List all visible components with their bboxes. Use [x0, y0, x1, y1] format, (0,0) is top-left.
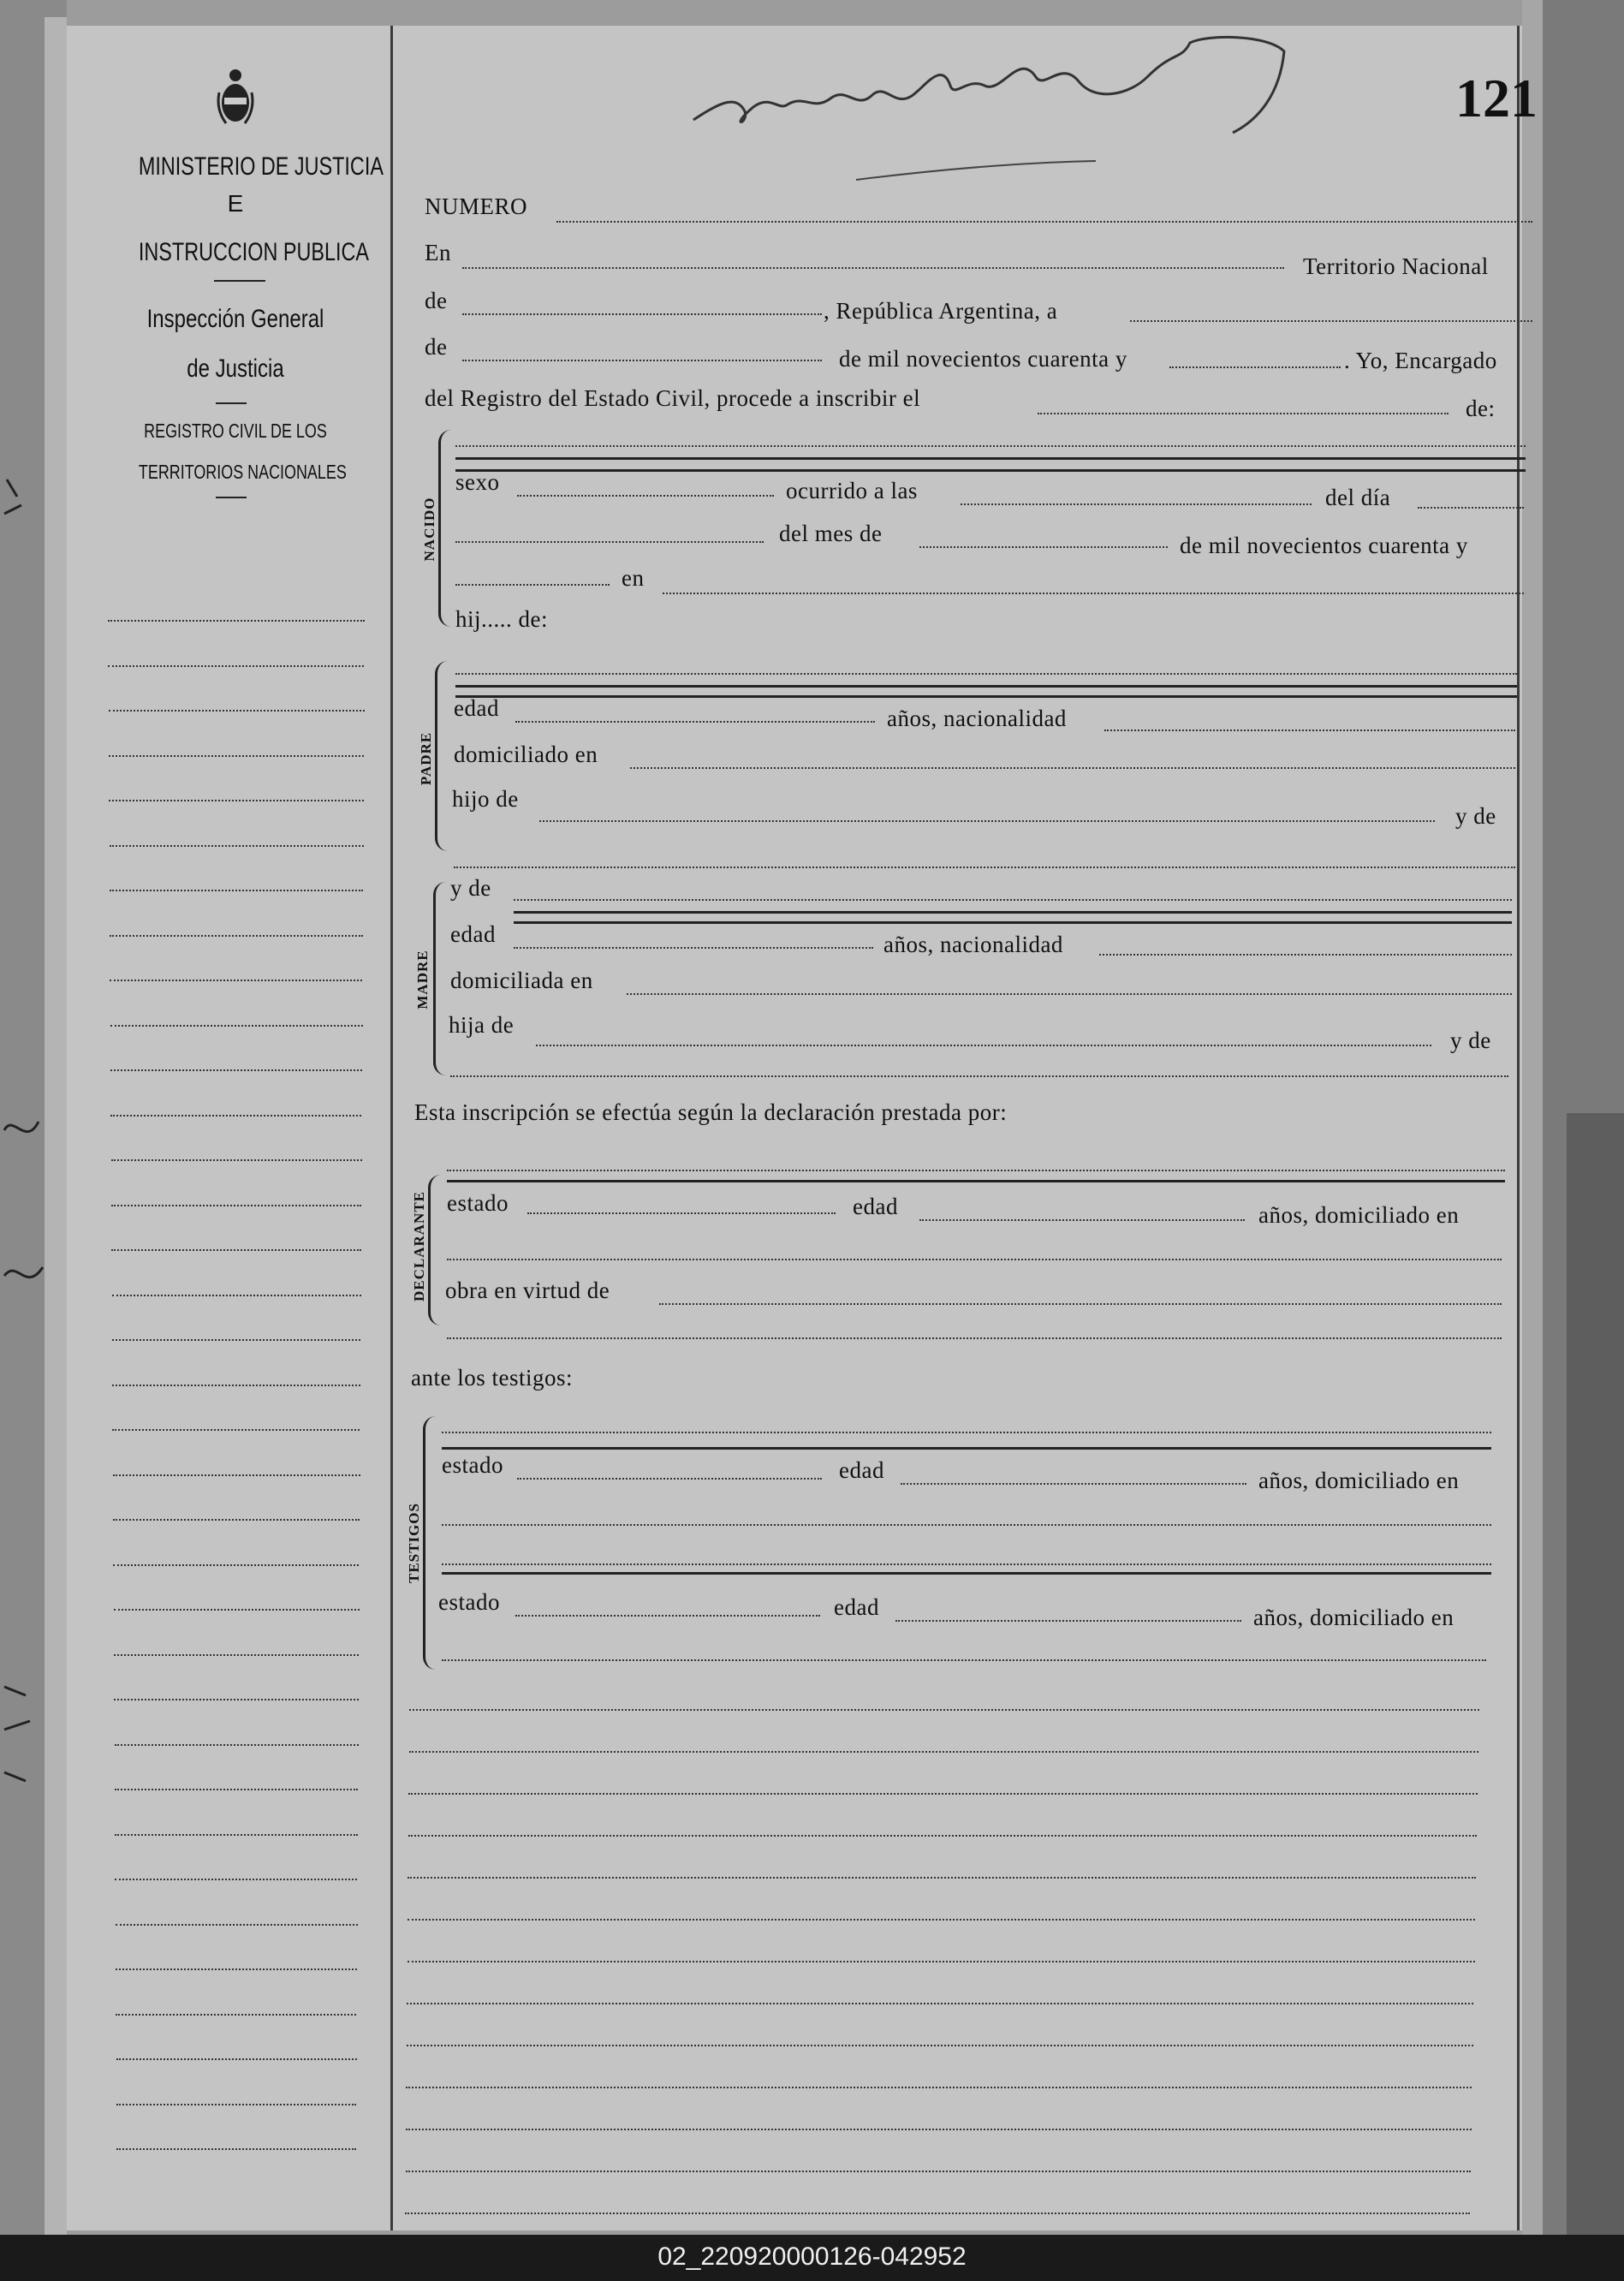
padre-nacionalidad-field[interactable]	[1104, 730, 1515, 731]
testigo1-name-field[interactable]	[442, 1432, 1491, 1433]
en-label: En	[425, 240, 451, 265]
madre-section-label: MADRE	[414, 950, 431, 1009]
republica-label: , República Argentina, a	[824, 298, 1058, 324]
margin-line[interactable]	[110, 845, 364, 847]
header-divider-3	[216, 497, 247, 498]
obra-label: obra en virtud de	[445, 1277, 610, 1303]
testigo2-domicilio-label: años, domiciliado en	[1253, 1605, 1454, 1630]
ministry-conjunction: E	[227, 190, 244, 217]
margin-line[interactable]	[115, 1879, 357, 1880]
padre-section-label: PADRE	[418, 731, 434, 786]
nacido-section-label: NACIDO	[421, 497, 437, 562]
testigo1-estado-field[interactable]	[517, 1478, 822, 1480]
fecha-field[interactable]	[1130, 320, 1532, 322]
notes-line[interactable]	[408, 1793, 1478, 1795]
book-cover-edge	[1567, 1113, 1624, 2235]
notes-line[interactable]	[406, 2129, 1472, 2130]
padre-madre-field[interactable]	[454, 867, 1515, 868]
inscripcion-label: Esta inscripción se efectúa según la declaración prestada por:	[414, 1099, 1008, 1125]
margin-line[interactable]	[116, 2014, 356, 2016]
dia-field[interactable]	[1418, 507, 1524, 509]
notes-line[interactable]	[406, 2171, 1471, 2172]
madre-edad-field[interactable]	[514, 947, 873, 949]
margin-line[interactable]	[114, 1699, 359, 1700]
de-label-2: de	[425, 334, 448, 360]
margin-line[interactable]	[114, 1654, 359, 1656]
notes-line[interactable]	[408, 1835, 1477, 1837]
en-field[interactable]	[462, 267, 1284, 269]
registry-title: REGISTRO CIVIL DE LOS	[144, 420, 327, 442]
nacido-name-field[interactable]	[455, 445, 1526, 447]
madre-name-field[interactable]	[514, 899, 1512, 901]
margin-line[interactable]	[111, 1249, 361, 1251]
margin-line[interactable]	[113, 1519, 360, 1521]
declarante-edad-label: edad	[853, 1194, 898, 1219]
madre-nacionalidad-field[interactable]	[1099, 954, 1512, 956]
en-label-2: en	[622, 565, 645, 591]
registro-label: del Registro del Estado Civil, procede a inscribir el	[425, 385, 921, 411]
testigo1-edad-field[interactable]	[901, 1483, 1246, 1485]
notes-line[interactable]	[406, 2087, 1472, 2088]
notes-line[interactable]	[409, 1751, 1478, 1753]
margin-line[interactable]	[113, 1474, 360, 1476]
handwritten-signature-scribble	[668, 26, 1301, 197]
de-field-1[interactable]	[462, 313, 822, 315]
anio-field[interactable]	[1169, 366, 1341, 368]
testigo1-domicilio-label: años, domiciliado en	[1258, 1468, 1460, 1493]
madre-nacionalidad-label: años, nacionalidad	[883, 932, 1063, 957]
del-mes-label: del mes de	[779, 521, 883, 546]
madre-y-de-label-2: y de	[1450, 1027, 1491, 1053]
madre-rule-2	[514, 921, 1512, 924]
nacido-rule-1	[455, 457, 1526, 460]
page-stack-edge	[1522, 0, 1543, 2235]
margin-line[interactable]	[110, 1115, 361, 1117]
madre-domicilio-label: domiciliada en	[450, 968, 593, 993]
numero-label: NUMERO	[425, 194, 528, 219]
margin-line[interactable]	[116, 1968, 357, 1970]
notes-line[interactable]	[407, 1919, 1475, 1921]
ocurrido-label: ocurrido a las	[786, 478, 918, 503]
inspection-subtitle: de Justicia	[187, 354, 284, 383]
madre-domicilio-field[interactable]	[627, 993, 1512, 995]
de-label-1: de	[425, 288, 448, 313]
sexo-label: sexo	[455, 469, 500, 495]
margin-line[interactable]	[110, 935, 363, 937]
testigos-label: ante los testigos:	[411, 1365, 573, 1391]
testigo1-domicilio-field[interactable]	[442, 1524, 1491, 1526]
madre-y-de-label: y de	[450, 875, 491, 901]
territorio-label: Territorio Nacional	[1303, 253, 1489, 279]
anio-nac-field[interactable]	[455, 584, 610, 586]
margin-line[interactable]	[116, 2104, 356, 2105]
dia-cont-field[interactable]	[455, 541, 764, 543]
testigo2-estado-label: estado	[438, 1589, 500, 1615]
obra-field-2[interactable]	[447, 1337, 1502, 1339]
notes-line[interactable]	[407, 1877, 1476, 1879]
mil-novecientos-label-2: de mil novecientos cuarenta y	[1180, 533, 1468, 558]
declarante-estado-label: estado	[447, 1190, 509, 1216]
footer-id: 02_220920000126-042952	[657, 2242, 967, 2271]
header-divider	[214, 280, 265, 282]
obra-field[interactable]	[659, 1303, 1502, 1305]
padre-nacionalidad-label: años, nacionalidad	[887, 706, 1067, 731]
margin-line[interactable]	[114, 1609, 360, 1611]
margin-line[interactable]	[115, 1834, 358, 1836]
mes-field[interactable]	[919, 546, 1168, 548]
de-field-2[interactable]	[462, 360, 822, 361]
header-divider-2	[216, 402, 247, 404]
inscribir-field[interactable]	[1038, 413, 1449, 414]
margin-line[interactable]	[112, 1339, 360, 1341]
margin-line[interactable]	[116, 2148, 356, 2150]
margin-line[interactable]	[115, 1744, 359, 1746]
margin-line[interactable]	[115, 1789, 358, 1790]
nacido-brace	[438, 430, 451, 627]
testigo2-rule	[442, 1572, 1491, 1575]
declarante-brace	[428, 1175, 441, 1325]
padre-rule-2	[455, 695, 1517, 698]
notes-line[interactable]	[407, 2045, 1473, 2046]
margin-line[interactable]	[110, 1025, 363, 1027]
declarante-edad-field[interactable]	[919, 1219, 1245, 1221]
declarante-rule-1	[447, 1180, 1505, 1182]
notes-line[interactable]	[409, 1709, 1479, 1711]
lugar-field[interactable]	[663, 593, 1524, 594]
margin-line[interactable]	[110, 1069, 362, 1071]
margin-line[interactable]	[113, 1564, 359, 1566]
margin-line[interactable]	[112, 1429, 360, 1431]
testigos-section-label: TESTIGOS	[406, 1503, 422, 1583]
margin-line[interactable]	[116, 1924, 358, 1926]
coat-of-arms-icon	[214, 67, 257, 128]
hora-field[interactable]	[961, 503, 1312, 505]
testigo2-edad-label: edad	[834, 1594, 879, 1620]
margin-line[interactable]	[116, 2058, 357, 2060]
testigo1-rule	[442, 1447, 1491, 1450]
madre-padre-field[interactable]	[536, 1045, 1431, 1046]
madre-madre-field[interactable]	[450, 1075, 1508, 1077]
inspection-title: Inspección General	[146, 305, 324, 333]
notes-line[interactable]	[407, 2003, 1473, 2004]
testigos-brace	[423, 1416, 436, 1670]
declarante-domicilio-label: años, domiciliado en	[1258, 1202, 1460, 1228]
testigo2-edad-field[interactable]	[895, 1620, 1241, 1622]
margin-line[interactable]	[109, 755, 364, 757]
padre-rule-1	[455, 685, 1517, 688]
margin-line[interactable]	[110, 980, 362, 981]
margin-line[interactable]	[108, 620, 365, 622]
notes-line[interactable]	[405, 2213, 1470, 2214]
margin-line[interactable]	[109, 800, 364, 801]
padre-edad-label: edad	[454, 695, 499, 721]
margin-line[interactable]	[108, 665, 364, 667]
padre-edad-field[interactable]	[515, 721, 875, 723]
padre-domicilio-field[interactable]	[630, 767, 1515, 769]
testigo1-estado-label: estado	[442, 1452, 503, 1478]
margin-line[interactable]	[112, 1385, 360, 1386]
prior-page-marks	[0, 462, 51, 1832]
padre-name-field[interactable]	[455, 673, 1517, 675]
hij-label: hij..... de:	[455, 606, 548, 632]
margin-line[interactable]	[111, 1159, 362, 1161]
padre-y-de-label: y de	[1455, 803, 1496, 829]
de-colon-label: de:	[1466, 396, 1496, 421]
padre-domicilio-label: domiciliado en	[454, 741, 598, 767]
testigo2-domicilio-field[interactable]	[442, 1659, 1486, 1661]
declarante-domicilio-field[interactable]	[447, 1259, 1502, 1260]
padre-padre-field[interactable]	[539, 820, 1435, 822]
margin-line[interactable]	[109, 710, 365, 712]
declarante-section-label: DECLARANTE	[411, 1190, 427, 1301]
ministry-title: MINISTERIO DE JUSTICIA	[138, 152, 384, 181]
margin-line[interactable]	[111, 1205, 361, 1206]
registry-subtitle: TERRITORIOS NACIONALES	[138, 461, 347, 483]
madre-brace	[433, 882, 446, 1075]
padre-brace	[435, 661, 448, 851]
margin-line[interactable]	[112, 1295, 361, 1296]
numero-field[interactable]	[556, 221, 1532, 223]
encargado-label: . Yo, Encargado	[1344, 348, 1497, 373]
sexo-field[interactable]	[517, 495, 774, 497]
ministry-subtitle: INSTRUCCION PUBLICA	[138, 238, 370, 266]
testigo2-estado-field[interactable]	[515, 1615, 820, 1617]
margin-line[interactable]	[110, 890, 363, 891]
notes-line[interactable]	[407, 1961, 1475, 1962]
madre-rule-1	[514, 911, 1512, 914]
margin-divider	[390, 26, 393, 2230]
testigo2-name-field[interactable]	[442, 1563, 1491, 1565]
declarante-estado-field[interactable]	[527, 1212, 836, 1214]
right-divider	[1517, 26, 1520, 2230]
mil-novecientos-label: de mil novecientos cuarenta y	[839, 346, 1127, 372]
declarante-name-field[interactable]	[447, 1170, 1505, 1171]
testigo1-edad-label: edad	[839, 1457, 884, 1483]
page-number: 121	[1455, 68, 1538, 128]
padre-hijo-de-label: hijo de	[452, 786, 519, 812]
madre-edad-label: edad	[450, 921, 496, 947]
del-dia-label: del día	[1325, 485, 1391, 510]
nacido-rule-2	[455, 469, 1526, 472]
madre-hija-de-label: hija de	[449, 1012, 515, 1038]
